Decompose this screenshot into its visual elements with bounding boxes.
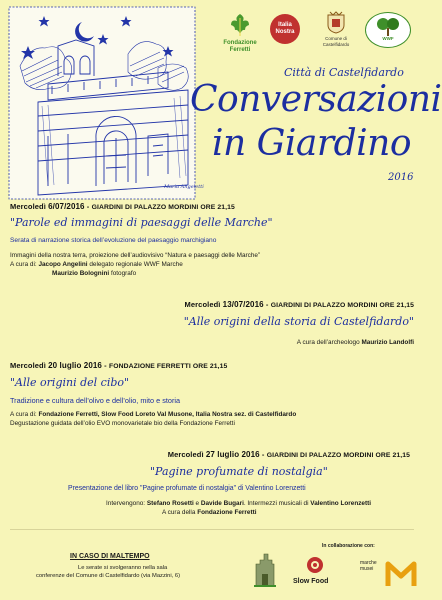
logo-fondazione-line2: Ferretti [229, 47, 251, 53]
event1-curator-label: A cura di: [10, 261, 37, 268]
main-title-line2: in Giardino [212, 123, 412, 164]
event1-curator2-role: fotografo [110, 270, 137, 277]
snail-icon [304, 555, 326, 575]
event4-day: Mercoledì [167, 450, 204, 459]
marche-musei-icon [386, 560, 416, 588]
event3-curators-names: Fondazione Ferretti, Slow Food Loreto Val Musone, Italia Nostra sez. di Castelfidardo [38, 411, 297, 418]
event1-curator1-role: delegato regionale WWF Marche [89, 261, 183, 268]
event4-curator1-name: Fondazione Ferretti [197, 509, 257, 516]
slow-food-logo-text: Slow Food [293, 578, 329, 585]
event1-curators [10, 261, 183, 269]
event2-place: GIARDINI DI PALAZZO MORDINI ORE 21,15 [270, 302, 414, 309]
event1-date: 6/07/2016 [48, 202, 85, 211]
event1-curators2 [52, 270, 136, 278]
event3-header: Mercoledì 20 luglio 2016 - FONDAZIONE FERRETTI ORE 21,15 [10, 361, 228, 370]
event4-title: "Pagine profumate di nostalgia" [150, 465, 328, 478]
event3-line1: Degustazione guidata dell’olio EVO monovarietale bio della Fondazione Ferretti [10, 420, 235, 427]
event3-curator-label: A cura di: [10, 411, 37, 418]
year: 2016 [388, 172, 414, 183]
event4-speakers-label: Intervengono: [106, 500, 146, 507]
event1-title: "Parole ed immagini di paesaggi delle Marche" [10, 216, 273, 229]
event4-musician: Valentino Lorenzetti [310, 500, 371, 507]
event4-speakers [106, 500, 371, 508]
event4-header: Mercoledì 27 luglio 2016 - GIARDINI DI PALAZZO MORDINI ORE 21,15 [167, 450, 410, 459]
event4-subtitle: Presentazione del libro "Pagine profumate di nostalgia" di Valentino Lorenzetti [68, 485, 306, 492]
event3-day: Mercoledì [10, 361, 46, 370]
oak-leaf-icon [227, 12, 253, 38]
event1-subtitle: Serata di narrazione storica dell’evoluzione del paesaggio marchigiano [10, 237, 217, 244]
coat-of-arms-icon [327, 12, 345, 34]
event4-speaker2: Davide Bugari [200, 500, 244, 507]
logo-comune-text: Comune di Castelfidardo [322, 36, 350, 47]
event1-place: GIARDINI DI PALAZZO MORDINI ORE 21,15 [91, 204, 235, 211]
event2-day: Mercoledì [184, 300, 221, 309]
event1-curator1-name: Jacopo Angelini [38, 261, 88, 268]
fondazione-ferretti-logo [222, 12, 258, 54]
event1-line1: Immagini della nostra terra, proiezione dell’audiovisivo “Natura e paesaggi delle Marche” [10, 252, 261, 259]
tree-icon [373, 16, 403, 38]
event4-place: GIARDINI DI PALAZZO MORDINI ORE 21,15 [266, 452, 410, 459]
event3-curators [10, 411, 296, 419]
marche-musei-text: marche musei [360, 560, 377, 572]
bad-weather-line1: Le serate si svolgeranno nella sala [78, 565, 168, 571]
event4-and: e [195, 500, 200, 507]
event3-place: FONDAZIONE FERRETTI ORE 21,15 [108, 363, 228, 370]
event1-header: Mercoledì 6/07/2016 - GIARDINI DI PALAZZO MORDINI ORE 21,15 [10, 202, 235, 211]
event2-curator [297, 339, 414, 347]
event2-date: 13/07/2016 [222, 300, 264, 309]
bad-weather-title: IN CASO DI MALTEMPO [70, 553, 150, 560]
event1-curator2-name: Maurizio Bolognini [52, 270, 110, 277]
bad-weather-line2: conferenze del Comune di Castelfidardo (via Mazzini, 6) [36, 573, 181, 579]
event4-date: 27 luglio 2016 [205, 450, 260, 459]
event2-curator1-name: Maurizio Landolfi [361, 339, 414, 346]
wwf-marche-logo [365, 12, 411, 48]
city-name: Città di Castelfidardo [284, 66, 404, 79]
logo-fondazione-line1: Fondazione [223, 40, 257, 46]
event1-day: Mercoledì [10, 202, 46, 211]
main-title-line1: Conversazioni [190, 79, 442, 120]
event3-date: 20 luglio 2016 [48, 361, 102, 370]
event4-mid: . Intermezzi musicali di [243, 500, 309, 507]
garden-sketch-illustration [8, 6, 204, 200]
castle-icon [252, 548, 278, 588]
event3-title: "Alle origini del cibo" [10, 376, 130, 389]
event4-curator [162, 509, 256, 517]
event2-curator-label: A cura dell’archeologo [296, 339, 360, 346]
italia-nostra-logo [270, 14, 300, 44]
footer-divider [10, 529, 414, 530]
event2-title: "Alle origini della storia di Castelfidardo" [183, 315, 414, 328]
event2-header: Mercoledì 13/07/2016 - GIARDINI DI PALAZZO MORDINI ORE 21,15 [184, 300, 414, 309]
comune-castelfidardo-logo [318, 12, 354, 48]
logo-italia-nostra-text: Italia Nostra [275, 22, 295, 35]
event4-speaker1: Stefano Rosetti [146, 500, 194, 507]
event4-curator-label: A cura della [162, 509, 196, 516]
sketch-signature: Maria Angeletti [164, 184, 204, 190]
collab-label: In collaborazione con: [322, 543, 375, 549]
event3-subtitle: Tradizione e cultura dell’olivo e dell’olio, mito e storia [10, 396, 181, 405]
logo-wwf-text: WWF [382, 36, 394, 41]
